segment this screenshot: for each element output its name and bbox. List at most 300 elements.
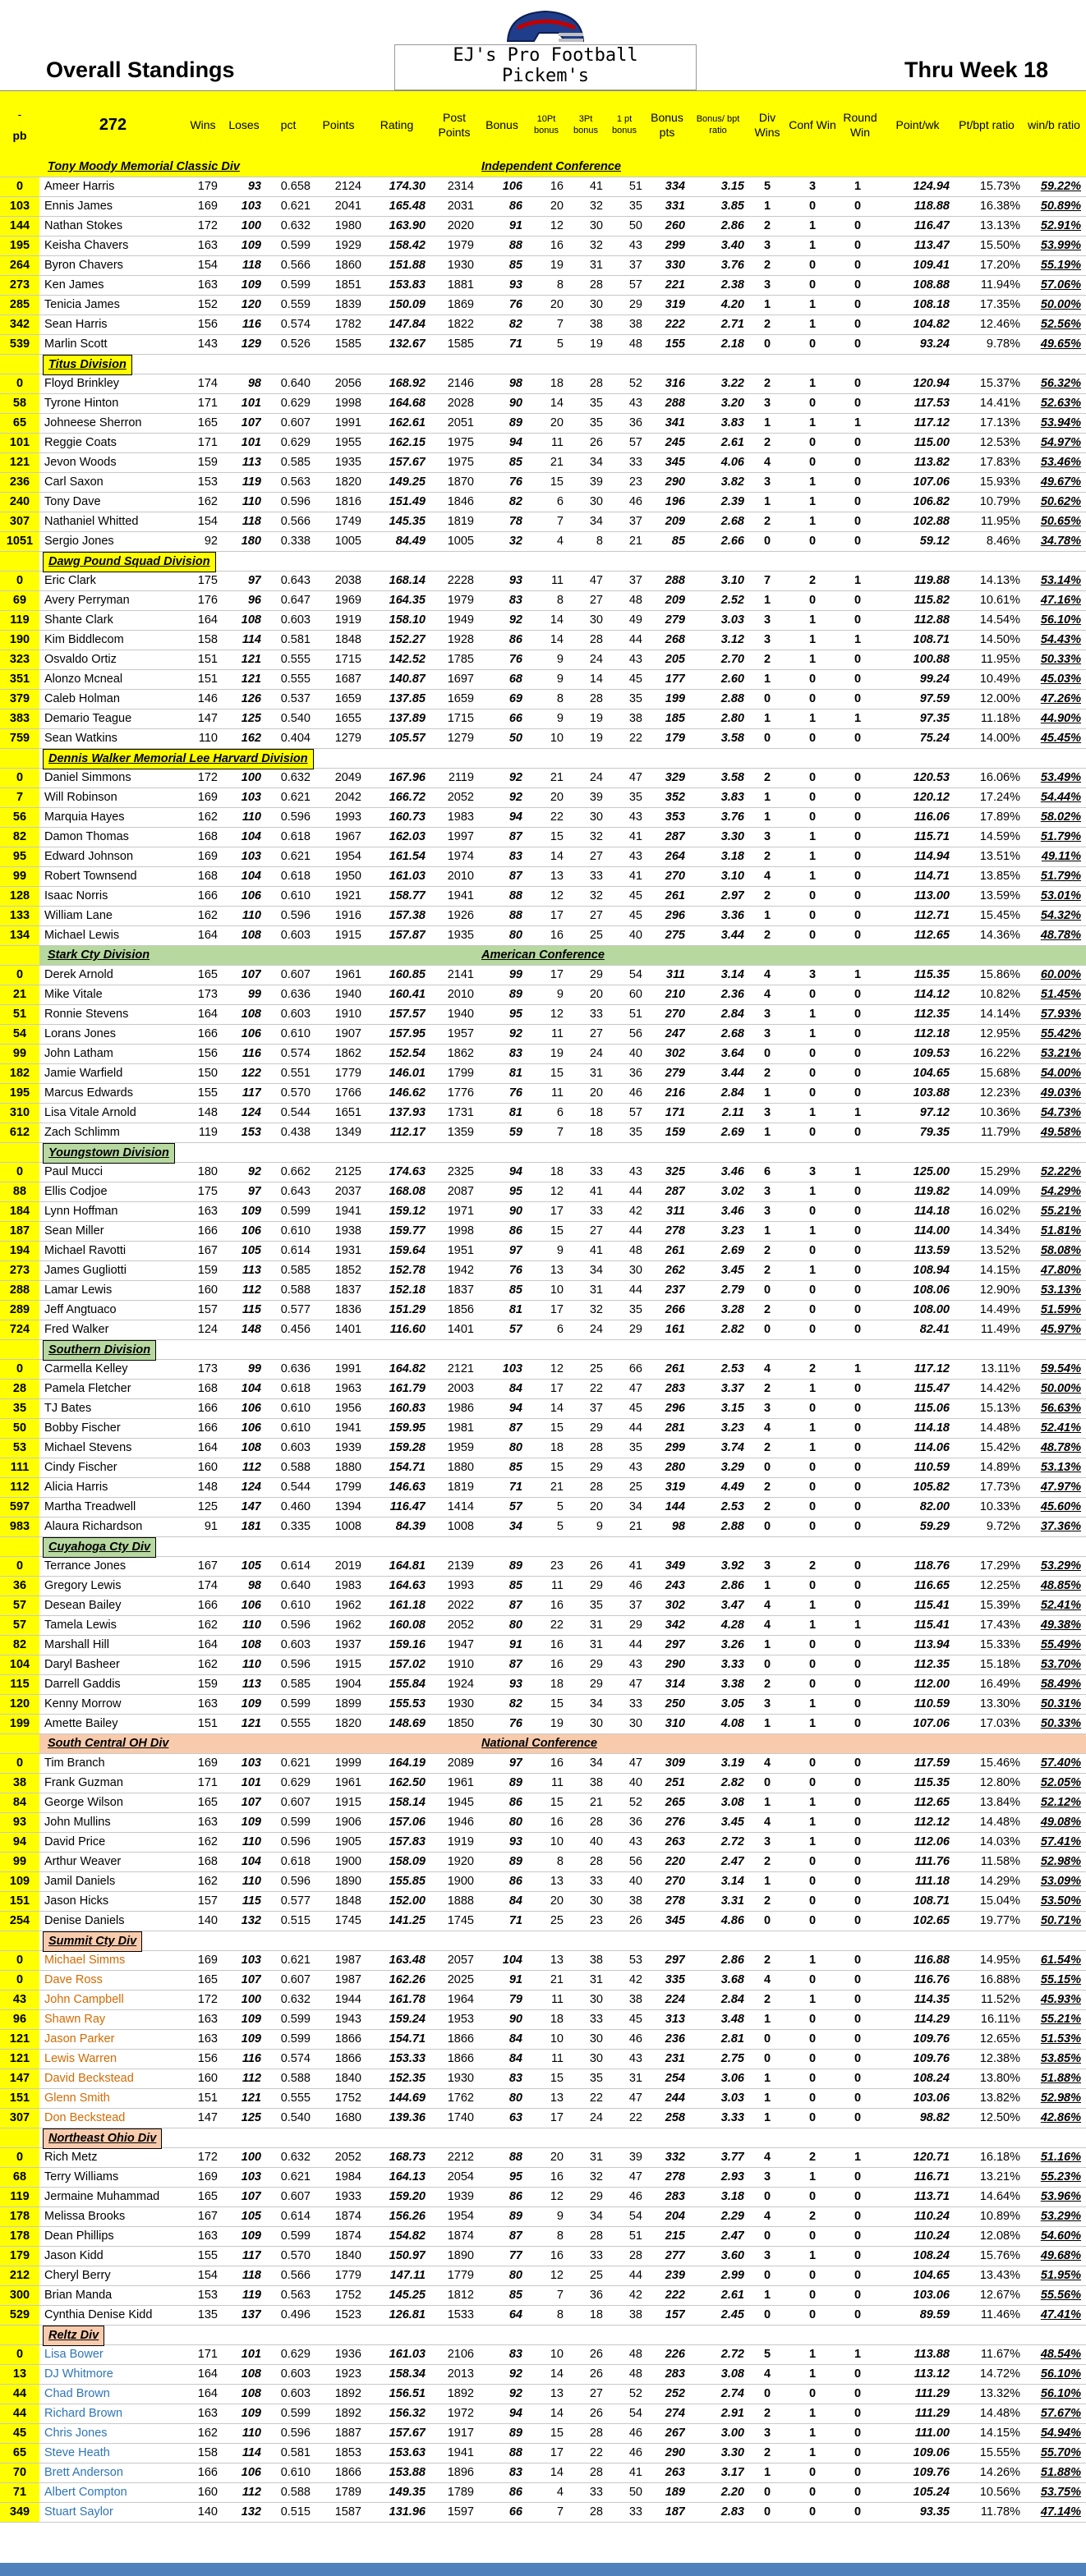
losses: 113: [242, 456, 261, 469]
point-per-week: 79.35: [919, 1126, 950, 1139]
points: 1921: [334, 889, 361, 902]
wins: 163: [197, 1205, 218, 1218]
points: 1900: [334, 1855, 361, 1868]
conf-win: 0: [808, 1894, 817, 1908]
losses: 121: [241, 653, 261, 666]
rank: 151: [0, 1892, 39, 1911]
pct: 0.603: [280, 613, 311, 627]
wins: 140: [197, 2505, 218, 2519]
points: 1915: [334, 1658, 361, 1671]
one-pt-bonus: 46: [628, 1086, 642, 1100]
round-win: 0: [854, 1559, 862, 1573]
ten-pt-bonus: 17: [550, 2446, 564, 2459]
losses: 108: [241, 613, 261, 627]
points: 1659: [334, 692, 361, 705]
ten-pt-bonus: 7: [556, 515, 564, 528]
bonus: 86: [508, 633, 522, 646]
conf-win: 0: [808, 1756, 817, 1770]
losses: 109: [241, 1697, 261, 1710]
bonus: 76: [508, 1264, 522, 1277]
rank: 273: [0, 276, 39, 295]
player-name: Johneese Sherron: [44, 416, 142, 429]
bonus-ratio: 2.86: [720, 1954, 744, 1967]
bonus-pts: 98: [671, 1520, 685, 1533]
table-row: [0, 1025, 1086, 1045]
player-name: Cindy Fischer: [44, 1461, 117, 1474]
rating: 152.78: [389, 1264, 426, 1277]
conf-win: 1: [808, 495, 817, 508]
points: 1852: [334, 1264, 361, 1277]
col-rank-line2: pb: [12, 129, 27, 142]
player-name: Alaura Richardson: [44, 1520, 143, 1533]
conf-win: 0: [808, 1205, 817, 1218]
three-pt-bonus: 32: [589, 1303, 603, 1316]
one-pt-bonus: 42: [628, 2289, 642, 2302]
wins: 175: [197, 574, 218, 587]
round-win: 0: [854, 830, 862, 843]
pt-bpt-ratio: 14.13%: [979, 574, 1020, 587]
losses: 147: [241, 1500, 261, 1513]
division-header: [0, 1143, 1086, 1163]
player-name: Jevon Woods: [44, 456, 117, 469]
bonus-pts: 264: [665, 850, 685, 863]
rank: 379: [0, 690, 39, 709]
div-wins: 0: [763, 2308, 771, 2321]
bonus: 57: [508, 1323, 522, 1336]
bonus-pts: 243: [665, 1579, 685, 1592]
conf-win: 3: [808, 1165, 817, 1178]
three-pt-bonus: 20: [589, 1500, 603, 1513]
ten-pt-bonus: 10: [550, 2032, 564, 2046]
table-row: [0, 2404, 1086, 2424]
one-pt-bonus: 53: [628, 1954, 642, 1967]
points: 1862: [334, 1047, 361, 1060]
point-per-week: 116.47: [913, 219, 950, 232]
win-b-ratio: 53.46%: [1040, 456, 1081, 469]
bonus-pts: 297: [665, 1638, 685, 1651]
one-pt-bonus: 47: [628, 1382, 642, 1395]
ten-pt-bonus: 14: [550, 2407, 564, 2420]
pt-bpt-ratio: 10.79%: [979, 495, 1020, 508]
win-b-ratio: 37.36%: [1040, 1520, 1081, 1533]
win-b-ratio: 47.16%: [1040, 594, 1081, 607]
pt-bpt-ratio: 11.58%: [980, 1855, 1020, 1868]
player-name: Dave Ross: [44, 1973, 103, 1986]
conference-name: American Conference: [476, 946, 610, 965]
one-pt-bonus: 48: [628, 337, 642, 351]
three-pt-bonus: 30: [589, 1894, 603, 1908]
rank-gutter: [0, 1340, 39, 1359]
one-pt-bonus: 46: [628, 495, 642, 508]
win-b-ratio: 49.38%: [1040, 1619, 1081, 1632]
losses: 125: [241, 2111, 261, 2124]
bonus-pts: 263: [665, 1835, 685, 1848]
player-name: TJ Bates: [44, 1402, 92, 1415]
ten-pt-bonus: 20: [550, 791, 564, 804]
bonus-ratio: 3.74: [720, 1441, 744, 1454]
one-pt-bonus: 46: [628, 1579, 642, 1592]
losses: 118: [242, 259, 261, 272]
point-per-week: 111.29: [914, 2387, 950, 2400]
three-pt-bonus: 38: [589, 1954, 603, 1967]
rank: 323: [0, 650, 39, 669]
div-wins: 1: [763, 791, 771, 804]
point-per-week: 82.41: [919, 1323, 950, 1336]
points: 1839: [334, 298, 361, 311]
pt-bpt-ratio: 13.80%: [979, 2072, 1020, 2085]
conf-win: 1: [808, 2348, 817, 2361]
pct: 0.629: [280, 1776, 311, 1789]
three-pt-bonus: 28: [589, 692, 603, 705]
conf-win: 0: [808, 2269, 817, 2282]
bonus: 76: [508, 653, 522, 666]
rank: 0: [0, 1163, 39, 1182]
bonus-ratio: 3.18: [720, 2190, 744, 2203]
points: 1840: [334, 2072, 361, 2085]
post-points: 1359: [447, 1126, 474, 1139]
round-win: 0: [854, 535, 862, 548]
bonus: 84: [508, 2052, 522, 2065]
pct: 0.596: [280, 909, 311, 922]
rating: 168.73: [389, 2151, 426, 2164]
pct: 0.574: [280, 1047, 311, 1060]
conf-win: 0: [808, 2111, 817, 2124]
player-name: Melissa Brooks: [44, 2210, 126, 2223]
div-wins: 2: [763, 889, 771, 902]
division-name: Northeast Ohio Div: [43, 2128, 162, 2149]
win-b-ratio: 57.40%: [1040, 1756, 1081, 1770]
win-b-ratio: 49.03%: [1040, 1086, 1081, 1100]
win-b-ratio: 56.10%: [1040, 2387, 1081, 2400]
wins: 168: [197, 870, 218, 883]
ten-pt-bonus: 6: [556, 1106, 564, 1119]
conf-win: 1: [808, 2170, 817, 2183]
rating: 161.54: [389, 850, 426, 863]
bonus-pts: 215: [665, 2229, 685, 2243]
points: 1851: [334, 278, 361, 292]
pct: 0.618: [280, 830, 311, 843]
win-b-ratio: 54.43%: [1040, 633, 1081, 646]
points: 1962: [334, 1619, 361, 1632]
conf-win: 0: [808, 1126, 817, 1139]
ten-pt-bonus: 11: [550, 1027, 564, 1040]
pct: 0.570: [280, 1086, 311, 1100]
pct: 0.559: [280, 298, 311, 311]
points: 1394: [334, 1500, 361, 1513]
losses: 107: [241, 2190, 261, 2203]
table-row: [0, 1498, 1086, 1518]
bonus: 85: [508, 259, 522, 272]
bonus-pts: 263: [665, 2466, 685, 2479]
round-win: 0: [854, 1481, 862, 1494]
player-name: Carmella Kelley: [44, 1362, 128, 1375]
pct: 0.456: [280, 1323, 311, 1336]
points: 1923: [334, 2367, 361, 2381]
table-row: [0, 966, 1086, 985]
win-b-ratio: 58.02%: [1040, 810, 1081, 824]
point-per-week: 116.06: [913, 810, 950, 824]
points: 1941: [334, 1421, 361, 1435]
one-pt-bonus: 33: [628, 1697, 642, 1710]
bonus-pts: 204: [665, 2210, 685, 2223]
ten-pt-bonus: 16: [550, 2170, 564, 2183]
rating: 144.69: [389, 2092, 426, 2105]
win-b-ratio: 57.06%: [1040, 278, 1081, 292]
conf-win: 0: [808, 2072, 817, 2085]
post-points: 1928: [447, 633, 474, 646]
rating: 160.83: [389, 1402, 426, 1415]
bonus-ratio: 3.28: [720, 1303, 744, 1316]
three-pt-bonus: 33: [589, 2486, 603, 2499]
one-pt-bonus: 46: [628, 2032, 642, 2046]
table-row: [0, 1163, 1086, 1182]
losses: 109: [241, 2229, 261, 2243]
three-pt-bonus: 31: [589, 2151, 603, 2164]
post-points: 2052: [447, 791, 474, 804]
rank: 99: [0, 867, 39, 886]
losses: 106: [241, 1421, 261, 1435]
table-row: [0, 1715, 1086, 1734]
one-pt-bonus: 36: [628, 1816, 642, 1829]
pct: 0.515: [280, 1914, 311, 1927]
player-name: Marlin Scott: [44, 337, 108, 351]
one-pt-bonus: 38: [628, 1894, 642, 1908]
one-pt-bonus: 41: [628, 870, 642, 883]
three-pt-bonus: 28: [589, 2505, 603, 2519]
player-name: David Price: [44, 1835, 106, 1848]
ten-pt-bonus: 12: [550, 2269, 564, 2282]
one-pt-bonus: 66: [628, 1362, 642, 1375]
table-row: [0, 1577, 1086, 1596]
point-per-week: 115.35: [913, 968, 950, 981]
win-b-ratio: 53.09%: [1040, 1875, 1081, 1888]
post-points: 2003: [447, 1382, 474, 1395]
one-pt-bonus: 37: [628, 1599, 642, 1612]
wins: 148: [197, 1481, 218, 1494]
points: 1933: [334, 2190, 361, 2203]
bonus-ratio: 2.20: [720, 2486, 744, 2499]
table-row: [0, 1636, 1086, 1655]
rating: 165.48: [389, 200, 426, 213]
bonus-pts: 332: [665, 2151, 685, 2164]
division-header: [0, 552, 1086, 572]
point-per-week: 124.94: [913, 180, 950, 193]
bonus-ratio: 3.14: [720, 968, 744, 981]
ten-pt-bonus: 14: [550, 2466, 564, 2479]
rank: 84: [0, 1793, 39, 1812]
bonus: 76: [508, 475, 522, 489]
wins: 159: [197, 1678, 218, 1691]
pct: 0.599: [280, 278, 311, 292]
rating: 158.09: [389, 1855, 426, 1868]
losses: 108: [241, 2387, 261, 2400]
rank: 53: [0, 1439, 39, 1458]
table-row: [0, 611, 1086, 631]
table-row: [0, 2148, 1086, 2168]
wins: 140: [197, 1914, 218, 1927]
three-pt-bonus: 41: [589, 1244, 603, 1257]
bonus-pts: 244: [665, 2092, 685, 2105]
player-name: Damon Thomas: [44, 830, 129, 843]
round-win: 0: [854, 1717, 862, 1730]
rank: 349: [0, 2503, 39, 2522]
bonus: 83: [508, 1047, 522, 1060]
pct: 0.335: [280, 1520, 311, 1533]
win-b-ratio: 54.00%: [1040, 1067, 1081, 1080]
pt-bpt-ratio: 13.52%: [979, 1244, 1020, 1257]
bonus-ratio: 3.15: [720, 1402, 744, 1415]
col-losses: Loses: [228, 118, 260, 131]
div-wins: 3: [763, 2170, 771, 2183]
conf-win: 3: [808, 180, 817, 193]
one-pt-bonus: 45: [628, 673, 642, 686]
bonus-ratio: 3.60: [720, 2249, 744, 2262]
pct: 0.607: [280, 1796, 311, 1809]
win-b-ratio: 34.78%: [1040, 535, 1081, 548]
three-pt-bonus: 31: [589, 1283, 603, 1297]
points: 1987: [334, 1954, 361, 1967]
pct: 0.555: [280, 2092, 311, 2105]
wins: 158: [197, 2446, 218, 2459]
one-pt-bonus: 35: [628, 1303, 642, 1316]
rating: 152.27: [389, 633, 426, 646]
round-win: 0: [854, 2486, 862, 2499]
losses: 125: [241, 712, 261, 725]
conf-win: 2: [808, 1362, 817, 1375]
wins: 162: [197, 1619, 218, 1632]
ten-pt-bonus: 16: [550, 239, 564, 252]
table-row: [0, 1616, 1086, 1636]
bonus: 99: [508, 968, 522, 981]
wins: 110: [198, 732, 218, 745]
rank: 178: [0, 2207, 39, 2226]
losses: 108: [241, 929, 261, 942]
pt-bpt-ratio: 14.48%: [979, 1421, 1020, 1435]
rating: 146.63: [389, 1481, 426, 1494]
bonus-ratio: 3.45: [720, 1816, 744, 1829]
conf-win: 2: [808, 2151, 817, 2164]
bonus-ratio: 3.38: [720, 1678, 744, 1691]
col-round-win: Round Win: [843, 111, 877, 139]
pct: 0.599: [280, 1697, 311, 1710]
wins: 169: [197, 2170, 218, 2183]
win-b-ratio: 52.98%: [1040, 1855, 1081, 1868]
win-b-ratio: 53.49%: [1040, 771, 1081, 784]
col-3pt-bonus: 3Pt bonus: [573, 114, 598, 135]
rating: 161.79: [389, 1382, 426, 1395]
bonus-ratio: 3.10: [720, 870, 744, 883]
wins: 169: [197, 200, 218, 213]
points: 1943: [334, 2013, 361, 2026]
player-name: John Mullins: [44, 1816, 111, 1829]
round-win: 0: [854, 1500, 862, 1513]
conf-win: 0: [808, 397, 817, 410]
point-per-week: 113.59: [913, 1244, 950, 1257]
post-points: 1975: [447, 436, 474, 449]
round-win: 0: [854, 791, 862, 804]
one-pt-bonus: 38: [628, 1993, 642, 2006]
bonus-pts: 196: [665, 495, 685, 508]
win-b-ratio: 48.54%: [1040, 2348, 1081, 2361]
ten-pt-bonus: 7: [556, 1126, 564, 1139]
rating: 158.34: [389, 2367, 426, 2381]
bonus: 85: [508, 2289, 522, 2302]
pt-bpt-ratio: 15.13%: [979, 1402, 1020, 1415]
div-wins: 2: [763, 1441, 771, 1454]
point-per-week: 110.59: [913, 1461, 950, 1474]
ten-pt-bonus: 11: [550, 574, 564, 587]
bonus-ratio: 3.23: [720, 1421, 744, 1435]
point-per-week: 113.71: [913, 2190, 950, 2203]
bonus-pts: 275: [665, 929, 685, 942]
bonus: 87: [508, 870, 522, 883]
rating: 160.08: [389, 1619, 426, 1632]
conference-name: National Conference: [476, 1734, 602, 1753]
pt-bpt-ratio: 15.55%: [979, 2446, 1020, 2459]
ten-pt-bonus: 12: [550, 219, 564, 232]
bonus-pts: 314: [665, 1678, 685, 1691]
wins: 135: [197, 2308, 218, 2321]
three-pt-bonus: 31: [589, 1619, 603, 1632]
post-points: 1957: [447, 1027, 474, 1040]
three-pt-bonus: 35: [589, 416, 603, 429]
one-pt-bonus: 43: [628, 239, 642, 252]
wins: 163: [197, 2229, 218, 2243]
post-points: 1837: [447, 1283, 474, 1297]
bonus: 66: [508, 712, 522, 725]
pct: 0.588: [280, 1283, 311, 1297]
rank: 7: [0, 788, 39, 807]
round-win: 0: [854, 613, 862, 627]
bonus-pts: 325: [665, 1165, 685, 1178]
rank: 1051: [0, 532, 39, 551]
point-per-week: 108.06: [913, 1283, 950, 1297]
wins: 168: [197, 1382, 218, 1395]
win-b-ratio: 49.08%: [1040, 1816, 1081, 1829]
pt-bpt-ratio: 16.22%: [979, 1047, 1020, 1060]
bonus-ratio: 3.06: [720, 2072, 744, 2085]
three-pt-bonus: 28: [589, 1481, 603, 1494]
one-pt-bonus: 35: [628, 1441, 642, 1454]
pt-bpt-ratio: 11.78%: [980, 2505, 1020, 2519]
win-b-ratio: 55.21%: [1040, 1205, 1081, 1218]
round-win: 0: [854, 1461, 862, 1474]
player-name: Darrell Gaddis: [44, 1678, 121, 1691]
pt-bpt-ratio: 16.49%: [979, 1678, 1020, 1691]
post-points: 1715: [447, 712, 474, 725]
rank: 134: [0, 926, 39, 945]
wins: 156: [197, 1047, 218, 1060]
losses: 110: [242, 810, 261, 824]
win-b-ratio: 54.97%: [1040, 436, 1081, 449]
bonus-ratio: 2.75: [720, 2052, 744, 2065]
table-row: [0, 867, 1086, 887]
conf-win: 1: [808, 219, 817, 232]
round-win: 0: [854, 2367, 862, 2381]
table-row: [0, 828, 1086, 847]
wins: 168: [197, 1855, 218, 1868]
points: 1910: [334, 1008, 361, 1021]
three-pt-bonus: 33: [589, 1875, 603, 1888]
three-pt-bonus: 47: [589, 574, 603, 587]
round-win: 0: [854, 1697, 862, 1710]
win-b-ratio: 52.41%: [1040, 1421, 1081, 1435]
bonus-ratio: 3.31: [720, 1894, 744, 1908]
player-name: Don Beckstead: [44, 2111, 126, 2124]
win-b-ratio: 53.70%: [1040, 1658, 1081, 1671]
ten-pt-bonus: 11: [550, 1993, 564, 2006]
bonus: 68: [508, 673, 522, 686]
